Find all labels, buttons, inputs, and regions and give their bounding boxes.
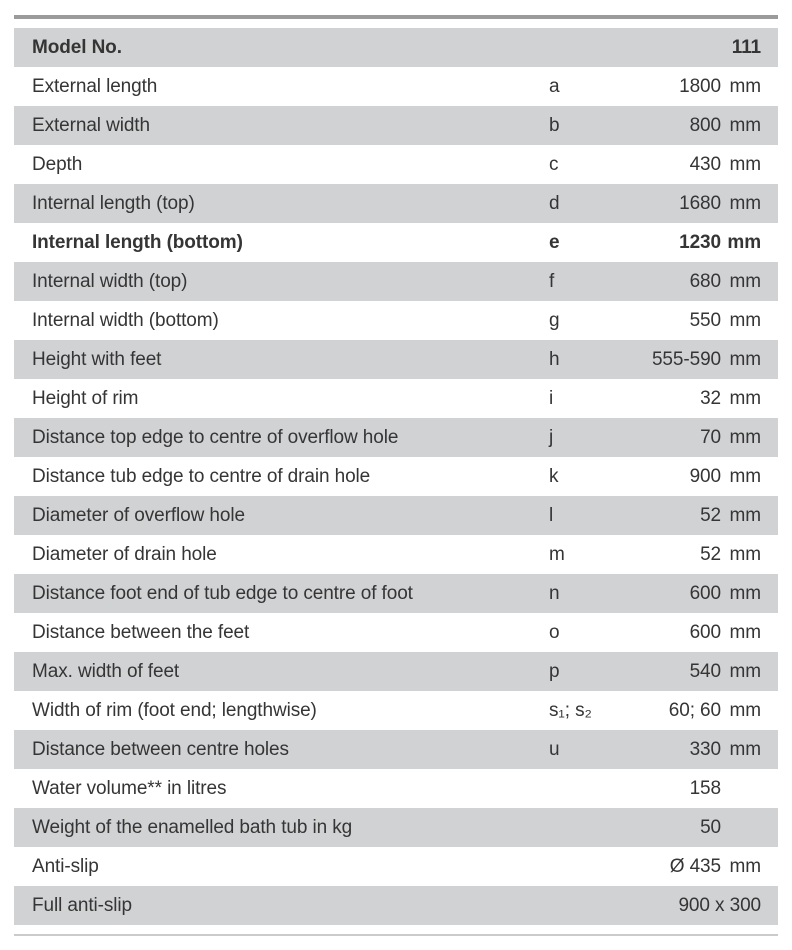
spec-value-number: Ø 435 [669,855,721,877]
spec-label: External width [32,114,150,136]
spec-value [670,856,761,878]
spec-value [732,37,761,59]
spec-symbol: o [549,621,560,643]
spec-value-unit: mm [729,309,761,331]
spec-symbol: b [549,114,560,136]
spec-value-number: 680 [689,270,721,292]
spec-symbol: c [549,153,559,175]
spec-symbol: k [549,465,559,487]
spec-value-number: 70 [700,426,721,448]
table-row [14,418,778,457]
table-row [14,106,778,145]
table-row [14,301,778,340]
spec-value-number: 111 [731,36,761,58]
spec-value-number: 600 [689,621,721,643]
spec-value-unit: mm [729,153,761,175]
spec-value-number: 60; 60 [668,699,721,721]
spec-symbol: j [549,426,554,448]
spec-symbol: e [549,231,560,253]
table-row [14,340,778,379]
spec-symbol: s₁; s₂ [549,699,592,721]
table-row [14,613,778,652]
spec-label: Distance tub edge to centre of drain hole [32,465,371,487]
spec-value-number: 1680 [679,192,721,214]
spec-value [700,817,761,839]
table-row [14,691,778,730]
spec-value-unit: mm [729,192,761,214]
spec-value [690,583,761,605]
table-row [14,730,778,769]
spec-label: Distance between centre holes [32,738,289,760]
spec-label: Weight of the enamelled bath tub in kg [32,816,353,838]
spec-value [690,661,761,683]
spec-value-number: 52 [700,543,721,565]
spec-label: Internal width (top) [32,270,188,292]
spec-value-unit: mm [729,504,761,526]
spec-label: Diameter of overflow hole [32,504,245,526]
spec-value [690,310,761,332]
spec-symbol: n [549,582,560,604]
spec-value-number: 1800 [679,75,721,97]
spec-label: Anti-slip [32,855,99,877]
table-row [14,886,778,925]
table-row [14,379,778,418]
spec-symbol: l [549,504,554,526]
spec-label: Depth [32,153,83,175]
spec-label: Water volume** in litres [32,777,227,799]
spec-label: Distance foot end of tub edge to centre of foot [32,582,413,604]
spec-label: Internal width (bottom) [32,309,219,331]
spec-label: Distance top edge to centre of overflow hole [32,426,399,448]
spec-value-unit: mm [729,582,761,604]
spec-value [690,466,761,488]
spec-value-number: 50 [700,816,721,838]
spec-label: Model No. [32,36,122,58]
spec-label: Internal length (bottom) [32,231,243,253]
spec-value-number: 158 [689,777,721,799]
spec-label: Diameter of drain hole [32,543,217,565]
spec-value-number: 555-590 [651,348,721,370]
spec-value [700,505,761,527]
spec-label: Max. width of feet [32,660,180,682]
spec-value-number: 550 [689,309,721,331]
table-row [14,652,778,691]
spec-value-unit: mm [729,387,761,409]
spec-value-unit: mm [729,348,761,370]
spec-value-number: 900 x 300 [678,894,761,916]
spec-value-number: 330 [689,738,721,760]
spec-value-number: 900 [689,465,721,487]
spec-value-unit: mm [729,270,761,292]
table-row [14,262,778,301]
spec-value-unit: mm [729,114,761,136]
spec-value-unit: mm [729,465,761,487]
spec-value [678,895,761,917]
spec-value-number: 430 [689,153,721,175]
table-row [14,808,778,847]
spec-value-unit: mm [727,231,761,253]
spec-symbol: a [549,75,560,97]
spec-value [700,427,761,449]
spec-value-unit: mm [729,699,761,721]
spec-value-number: 32 [700,387,721,409]
spec-value-number: 1230 [679,231,721,253]
spec-symbol: p [549,660,560,682]
table-row [14,847,778,886]
spec-value-unit: mm [729,738,761,760]
spec-value [700,388,761,410]
table-row [14,496,778,535]
spec-symbol: m [549,543,565,565]
spec-value-unit: mm [729,621,761,643]
spec-label: Height of rim [32,387,139,409]
spec-symbol: i [549,387,554,409]
table-row [14,535,778,574]
spec-value-unit: mm [729,75,761,97]
spec-value [690,115,761,137]
spec-symbol: u [549,738,560,760]
spec-value [700,544,761,566]
spec-value-unit: mm [729,855,761,877]
table-row [14,574,778,613]
spec-value [679,76,761,98]
table-row [14,184,778,223]
spec-symbol: g [549,309,560,331]
spec-value-number: 540 [689,660,721,682]
spec-value [690,271,761,293]
spec-label: Internal length (top) [32,192,195,214]
table-row [14,67,778,106]
spec-symbol: d [549,192,560,214]
spec-value [690,622,761,644]
spec-symbol: f [549,270,555,292]
table-row [14,769,778,808]
table-row [14,457,778,496]
spec-label: External length [32,75,158,97]
spec-value-number: 600 [689,582,721,604]
spec-value-number: 52 [700,504,721,526]
spec-value [690,778,761,800]
bathtub-spec-table [14,28,778,925]
table-bottom-rule [14,934,778,936]
spec-value [690,154,761,176]
spec-value-unit: mm [729,543,761,565]
spec-value-number: 800 [689,114,721,136]
spec-value-unit: mm [729,660,761,682]
spec-value [669,700,761,722]
spec-label: Width of rim (foot end; lengthwise) [32,699,317,721]
spec-symbol: h [549,348,560,370]
table-row [14,223,778,262]
spec-value [690,739,761,761]
spec-label: Full anti-slip [32,894,132,916]
spec-label: Height with feet [32,348,162,370]
spec-label: Distance between the feet [32,621,250,643]
table-top-rule [14,15,778,19]
table-row [14,28,778,67]
table-row [14,145,778,184]
spec-value [679,193,761,215]
spec-value-unit: mm [729,426,761,448]
spec-value [652,349,761,371]
spec-value [679,232,761,254]
